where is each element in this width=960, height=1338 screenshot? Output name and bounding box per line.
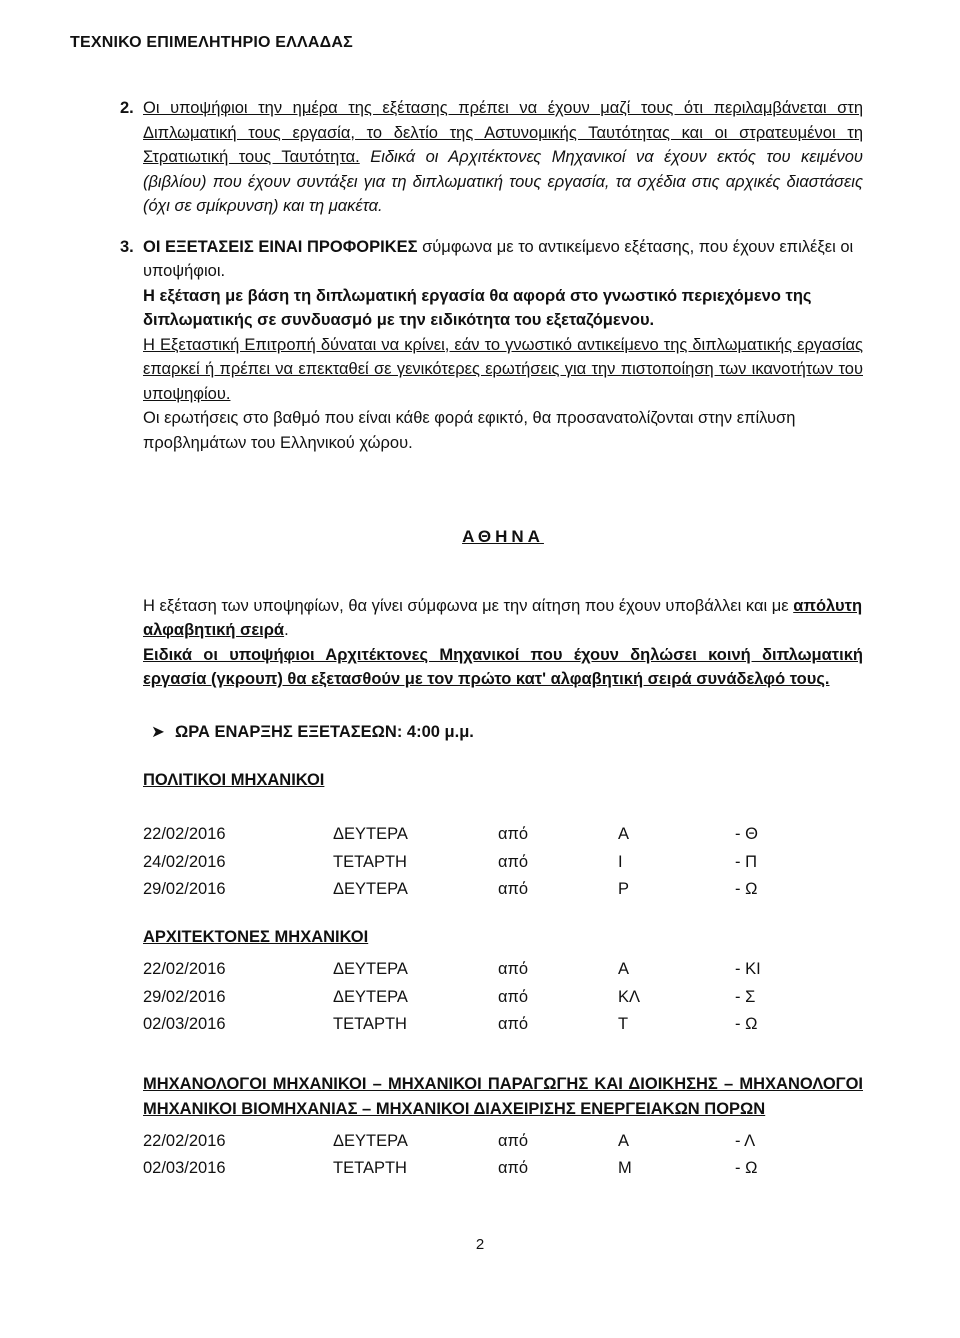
row-day: ΔΕΥΤΕΡΑ <box>333 960 408 978</box>
row-date: 02/03/2016 <box>143 1159 226 1177</box>
row-end-letter: - Ω <box>735 880 758 898</box>
city-title: ΑΘΗΝΑ <box>462 527 544 546</box>
item-3-committee-note: Η Εξεταστική Επιτροπή δύναται να κρίνει, εάν το γνωστικό αντικείμενο της διπλωματικής εργασίας επαρκεί ή πρέπει να επεκταθεί σε γενικότερες ερωτήσεις για την πιστοποίηση των ικανοτήτων του υποψηφίου. <box>143 335 863 403</box>
table-row <box>143 1011 815 1039</box>
section-title-mechanical: ΜΗΧΑΝΟΛΟΓΟΙ ΜΗΧΑΝΙΚΟΙ – ΜΗΧΑΝΙΚΟΙ ΠΑΡΑΓΩΓΗΣ ΚΑΙ ΔΙΟΙΚΗΣΗΣ – ΜΗΧΑΝΟΛΟΓΟΙ ΜΗΧΑΝΙΚΟΙ ΒΙΟΜΗΧΑΝΙΑΣ – ΜΗΧΑΝΙΚΟΙ ΔΙΑΧΕΙΡΙΣΗΣ ΕΝΕΡΓΕΙΑΚΩΝ ΠΟΡΩΝ <box>143 1075 863 1118</box>
row-date: 22/02/2016 <box>143 1131 226 1150</box>
row-day: ΔΕΥΤΕΡΑ <box>333 880 408 898</box>
row-end-letter: - Ω <box>735 1159 758 1177</box>
row-from: από <box>498 852 529 871</box>
row-day: ΔΕΥΤΕΡΑ <box>333 1131 408 1150</box>
row-day: ΔΕΥΤΕΡΑ <box>333 825 408 843</box>
row-date: 22/02/2016 <box>143 960 226 978</box>
row-end-letter: - Ω <box>735 1015 758 1033</box>
athens-order-text: Η εξέταση των υποψηφίων, θα γίνει σύμφωνα με την αίτηση που έχουν υποβάλλει και με <box>143 596 794 615</box>
item-2-architects-note: Ειδικά οι Αρχιτέκτονες Μηχανικοί να έχουν εκτός του κειμένου (βιβλίου) που έχουν συντάξει για τη διπλωματική τους εργασία, τα σχέδια στις αρχικές διαστάσεις (όχι σε σμίκρυνση) και τη μακέτα. <box>143 148 863 215</box>
row-from: από <box>498 880 529 898</box>
row-date: 22/02/2016 <box>143 825 226 843</box>
row-date: 29/02/2016 <box>143 880 226 898</box>
item-2-requirements: Οι υποψήφιοι την ημέρα της εξέτασης πρέπει να έχουν μαζί τους ότι περιλαμβάνεται στη Διπλωματική τους εργασία, το δελτίο της Αστυνομικής Ταυτότητας και οι στρατευμένοι τη Στρατιωτική τους Ταυτότητα. <box>143 99 863 166</box>
row-date: 02/03/2016 <box>143 1015 226 1033</box>
schedule-architects <box>143 956 815 1039</box>
item-3-oral-exams: ΟΙ ΕΞΕΤΑΣΕΙΣ ΕΙΝΑΙ ΠΡΟΦΟΡΙΚΕΣ <box>143 237 418 256</box>
schedule-mechanical <box>143 1127 815 1182</box>
item-3-exam-basis: Η εξέταση με βάση τη διπλωματική εργασία θα αφορά στο γνωστικό περιεχόμενο της διπλωματικής σε συνδυασμό με την ειδικότητα του εξεταζόμενου. <box>143 286 812 329</box>
start-time-line <box>151 720 863 745</box>
document-header: ΤΕΧΝΙΚΟ ΕΠΙΜΕΛΗΤΗΡΙΟ ΕΛΛΑΔΑΣ <box>70 34 353 51</box>
row-end-letter: - Θ <box>735 825 758 843</box>
athens-order-underlined: απόλυτη αλφαβητική σειρά <box>143 596 863 639</box>
section-title-architects: ΑΡΧΙΤΕΚΤΟΝΕΣ ΜΗΧΑΝΙΚΟΙ <box>143 928 369 946</box>
item-2-number: 2. <box>120 99 134 117</box>
item-3-number: 3. <box>120 237 134 256</box>
start-time: ΩΡΑ ΕΝΑΡΞΗΣ ΕΞΕΤΑΣΕΩΝ: 4:00 μ.μ. <box>175 722 474 741</box>
schedule-civil <box>143 821 815 904</box>
item-3-questions-note: Οι ερωτήσεις στο βαθμό που είναι κάθε φορά εφικτό, θα προσανατολίζονται στην επίλυση προβλημάτων του Ελληνικού χώρου. <box>143 409 796 452</box>
row-end-letter: - Λ <box>735 1131 756 1150</box>
athens-order-paragraph <box>143 594 863 643</box>
row-day: ΔΕΥΤΕΡΑ <box>333 987 408 1006</box>
row-start-letter: Ι <box>618 852 623 871</box>
row-end-letter: - Π <box>735 852 757 871</box>
row-day: ΤΕΤΑΡΤΗ <box>333 1159 407 1177</box>
row-start-letter: ΚΛ <box>618 987 641 1006</box>
row-start-letter: Α <box>618 1131 630 1150</box>
item-2 <box>120 96 863 219</box>
section-title-civil: ΠΟΛΙΤΙΚΟΙ ΜΗΧΑΝΙΚΟΙ <box>143 771 325 789</box>
row-from: από <box>498 960 529 978</box>
row-start-letter: Μ <box>618 1159 632 1177</box>
row-end-letter: - ΚΙ <box>735 960 761 978</box>
row-date: 29/02/2016 <box>143 987 226 1006</box>
row-from: από <box>498 1159 529 1177</box>
table-row <box>143 876 815 904</box>
row-day: ΤΕΤΑΡΤΗ <box>333 852 407 871</box>
row-from: από <box>498 1131 529 1150</box>
item-3-lead-rest: σύμφωνα με το αντικείμενο εξέτασης, που έχουν επιλέξει οι υποψήφιοι. <box>143 237 854 280</box>
row-day: ΤΕΤΑΡΤΗ <box>333 1015 407 1033</box>
athens-order-end: . <box>284 621 289 639</box>
row-from: από <box>498 987 529 1006</box>
athens-group-note: Ειδικά οι υποψήφιοι Αρχιτέκτονες Μηχανικοί που έχουν δηλώσει κοινή διπλωματική εργασία (γκρουπ) θα εξετασθούν με τον πρώτο κατ' αλφαβητική σειρά συνάδελφό τους. <box>143 645 863 688</box>
page-number: 2 <box>475 1236 485 1253</box>
row-date: 24/02/2016 <box>143 852 226 871</box>
row-from: από <box>498 1015 529 1033</box>
table-row <box>143 821 815 849</box>
arrow-bullet-icon: ➤ <box>151 722 165 741</box>
table-row <box>143 983 815 1011</box>
row-end-letter: - Σ <box>735 987 756 1006</box>
row-start-letter: Ρ <box>618 880 630 898</box>
table-row <box>143 848 815 876</box>
table-row <box>143 1155 815 1183</box>
row-from: από <box>498 825 529 843</box>
row-start-letter: Α <box>618 960 630 978</box>
table-row <box>143 956 815 984</box>
table-row <box>143 1127 815 1155</box>
document-body <box>120 96 863 1182</box>
row-start-letter: Τ <box>618 1015 629 1033</box>
item-3 <box>120 235 863 456</box>
row-start-letter: Α <box>618 825 630 843</box>
